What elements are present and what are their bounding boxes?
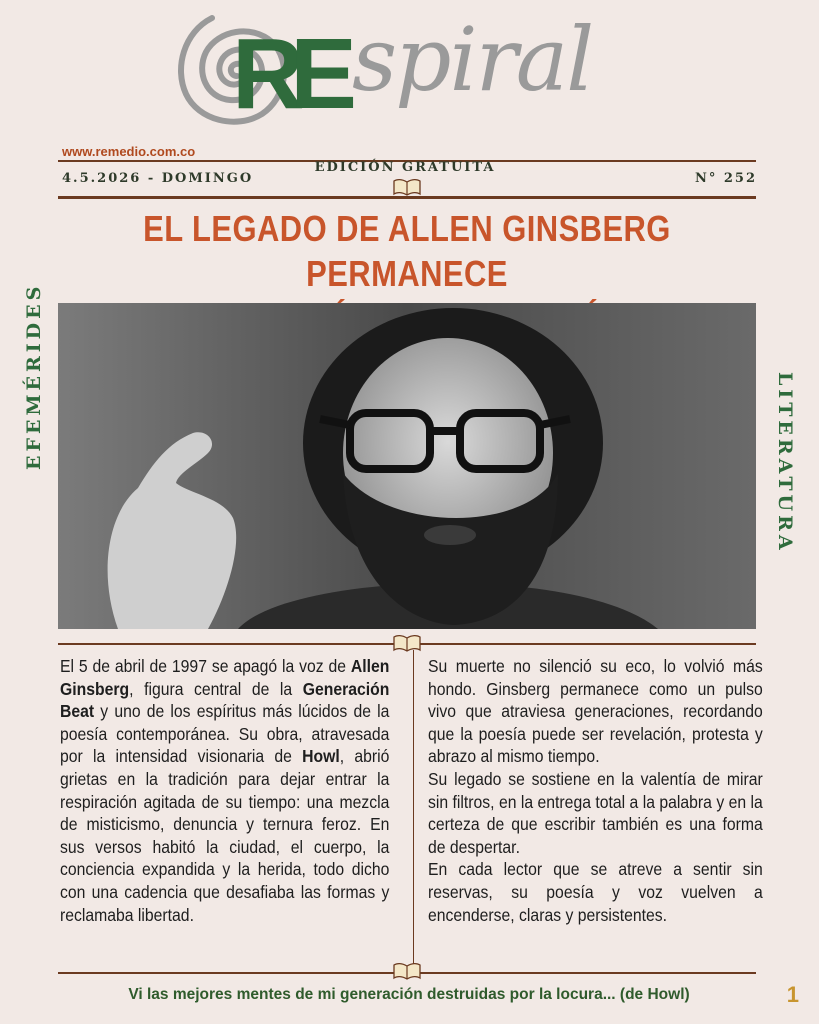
website-link[interactable]: www.remedio.com.co (62, 144, 196, 159)
section-label-literatura: LITERATURA (774, 372, 796, 554)
text-span: El 5 de abril de 1997 se apagó la voz de (60, 656, 351, 676)
edition-label: EDICIÓN GRATUITA (314, 160, 496, 175)
article-photo (58, 303, 756, 629)
page-number: 1 (786, 982, 799, 1007)
logo-wordmark: spiral (352, 8, 593, 111)
portrait-image (58, 303, 756, 629)
article-column-right (428, 655, 763, 926)
headline-line-1: EL LEGADO DE ALLEN GINSBERG PERMANECE (143, 208, 671, 294)
bold-name: Allen Ginsberg (60, 656, 390, 699)
bold-group: Generación Beat (60, 678, 390, 722)
header-bottom-rule (58, 196, 756, 199)
open-book-icon (392, 178, 422, 196)
text-span: y uno de los espíritus más lúcidos de la poesía contemporánea. Su obra, atravesada por la intensidad visionaria de (60, 701, 390, 767)
footer-quote: Vi las mejores mentes de mi generación destruidas por la locura... (de Howl) (128, 986, 690, 1003)
open-book-icon (392, 634, 422, 652)
paragraph: Su legado se sostiene en la valentía de mirar sin filtros, en la entrega total a la palabra y en la certeza de que escribir también es una forma de despertar. (428, 768, 763, 857)
issue-number: N° 252 (694, 171, 757, 186)
section-label-efemerides: EFEMÉRIDES (23, 282, 45, 470)
paragraph (60, 655, 389, 926)
logo-re-text: RE (232, 18, 343, 130)
paragraph: Su muerte no silenció su eco, lo volvió más hondo. Ginsberg permanece como un pulso vivo que atraviesa generaciones, recordando que la poesía puede ser revelación, protesta y abrazo al mismo tiempo. (428, 656, 763, 767)
text-span: , figura central de la (129, 678, 303, 699)
issue-date: 4.5.2026 - DOMINGO (62, 171, 254, 186)
paragraph: En cada lector que se atreve a sentir sin reservas, su poesía y voz vuelven a encenderse, claras y persistentes. (428, 859, 763, 925)
open-book-icon (392, 962, 422, 980)
bold-work: Howl (302, 746, 340, 767)
column-divider (413, 650, 414, 970)
text-span: , abrió grietas en la tradición para dejar entrar la respiración agitada de su tiempo: una mezcla de misticismo, denuncia y ternura feroz. En sus versos habitó la ciudad, el cuerpo, la conciencia expandida y la herida, todo dicho con una cadencia que desafiaba las formas y reclamaba libertad. (60, 746, 390, 925)
article-column-left (60, 655, 389, 926)
